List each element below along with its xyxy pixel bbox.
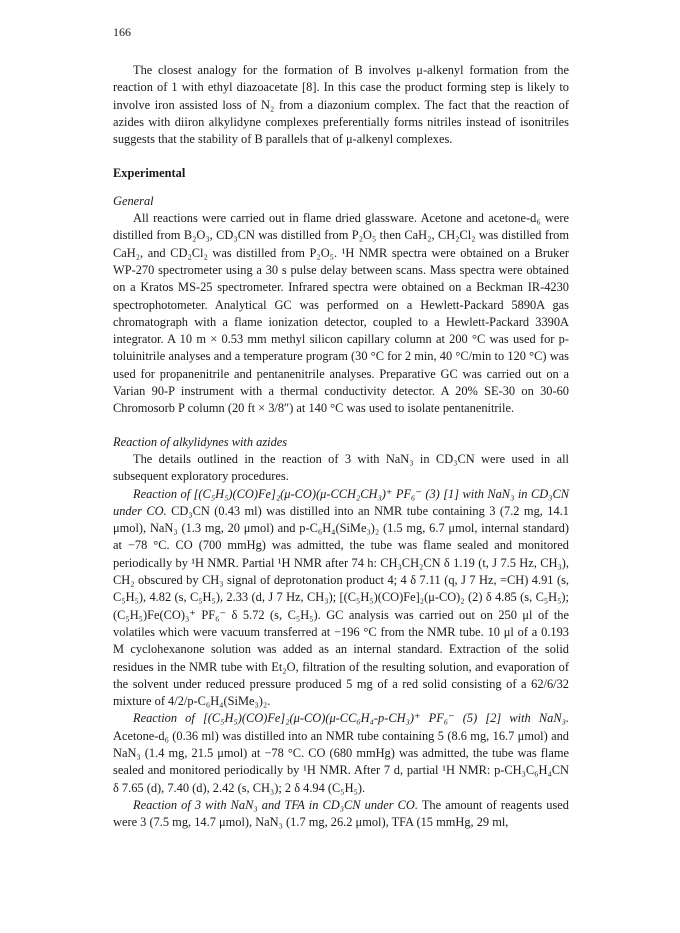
reaction-5-text: Acetone-d₆ (0.36 ml) was distilled into an NMR tube containing 5 (8.6 mg, 16.7 μmol) and NaN₃ (1.4 mg, 21.5 μmol) at −78 °C. CO (680 mmHg) was admitted, the tube was flame sealed and monitored periodically by ¹H NMR. After 7 d, partial ¹H NMR: p-CH₃C₆H₄CN δ 7.65 (d), 7.40 (d), 2.42 (s, CH₃); 2 δ 4.94 (C₅H₅). — [113, 728, 569, 795]
reaction-3-runin-title: Reaction of [(C₅H₅)(CO)Fe]₂(μ-CO)(μ-CCH₂CH₃)⁺ PF₆⁻ (3) [1] with NaN₃ in CD₃CN under CO. — [113, 486, 569, 518]
page-number: 166 — [113, 25, 131, 39]
reaction-tfa-paragraph — [113, 797, 569, 832]
alkylidynes-paragraph-1: The details outlined in the reaction of 3 with NaN₃ in CD₃CN were used in all subsequent exploratory procedures. — [113, 451, 569, 484]
page-body — [113, 62, 569, 831]
reaction-5-runin-title: Reaction of [(C₅H₅)(CO)Fe]₂(μ-CO)(μ-CC₆H₄-p-CH₃)⁺ PF₆⁻ (5) [2] with NaN₃. — [133, 711, 569, 726]
reaction-3-text: CD₃CN (0.43 ml) was distilled into an NMR tube containing 3 (7.2 mg, 14.1 μmol), NaN₃ (1.3 mg, 20 μmol) and p-C₆H₄(SiMe₃)₂ (1.5 mg, 6.7 μmol, internal standard) at −78 °C. CO (700 mmHg) was admitted, the tube was flame sealed and monitored periodically by ¹H NMR. Partial ¹H NMR after 74 h: CH₃CH₂CN δ 1.19 (t, J 7.5 Hz, CH₃), CH₂ obscured by CH₃ signal of deprotonation product 4; 4 δ 7.11 (q, J 7 Hz, =CH) 4.91 (s, C₅H₅), 4.82 (s, C₅H₅), 2.33 (d, J 7 Hz, CH₃); [(C₅H₅)(CO)Fe]₂(μ-CO)₂ (2) δ 4.85 (s, C₅H₅); (C₅H₅)Fe(CO)₃⁺ PF₆⁻ δ 5.72 (s, C₅H₅). GC analysis was carried out on 250 μl of the volatiles which were vacuum transferred at −196 °C from the NMR tube. 10 μl of a 0.193 M cyclohexanone solution was added as an internal standard. Extraction of the solid residues in the NMR tube with Et₂O, filtration of the resulting solution, and evaporation of the solvent under reduced pressure produced 5 mg of a red solid consisting of a 62/6/32 mixture of 4/2/p-C₆H₄(SiMe₃)₂. — [113, 503, 569, 709]
reaction-3-paragraph — [113, 486, 569, 711]
subsection-heading-general: General — [113, 193, 154, 208]
reaction-tfa-runin-title: Reaction of 3 with NaN₃ and TFA in CD₃CN under CO. — [133, 797, 418, 812]
general-paragraph: All reactions were carried out in flame dried glassware. Acetone and acetone-d₆ were distilled from B₂O₃, CD₃CN was distilled from P₂O₅ then CaH₂, CH₂Cl₂ was distilled from CaH₂, and CD₂Cl₂ was distilled from P₂O₅. ¹H NMR spectra were obtained on a Bruker WP-270 spectrometer using a 30 s pulse delay between scans. Mass spectra were obtained on a Kratos MS-25 spectrometer. Infrared spectra were obtained on a Beckman IR-4230 spectrophotometer. Analytical GC was performed on a Hewlett-Packard 5890A gas chromatograph with a flame ionization detector, coupled to a Hewlett-Packard 3390A integrator. A 10 m × 0.53 mm methyl silicon capillary column at 200 °C was used for p-toluinitrile analyses and a temperature program (30 °C for 2 min, 40 °C/min to 120 °C) was used for propanenitrile and pentanenitrile analyses. Preparative GC was carried out on a Varian 90-P instrument with a thermal conductivity detector. A 20% SE-30 on 30-60 Chromosorb P column (20 ft × 3/8″) at 140 °C was used to isolate pentanenitrile. — [113, 211, 569, 416]
subsection-heading-alkylidynes: Reaction of alkylidynes with azides — [113, 434, 288, 449]
reaction-5-paragraph — [113, 710, 569, 796]
intro-paragraph: The closest analogy for the formation of B involves μ-alkenyl formation from the reaction of 1 with ethyl diazoacetate [8]. In this case the product forming step is likely to involve iron assisted loss of N₂ from a diazonium complex. The fact that the reaction of azides with diiron alkylidyne complexes preferentially forms nitriles instead of isonitriles suggests that the stability of B parallels that of μ-alkenyl complexes. — [113, 63, 569, 147]
section-heading-experimental: Experimental — [113, 166, 186, 181]
reaction-tfa-text: The amount of reagents used were 3 (7.5 mg, 14.7 μmol), NaN₃ (1.7 mg, 26.2 μmol), TFA (15 mmHg, 29 ml, — [113, 797, 569, 830]
